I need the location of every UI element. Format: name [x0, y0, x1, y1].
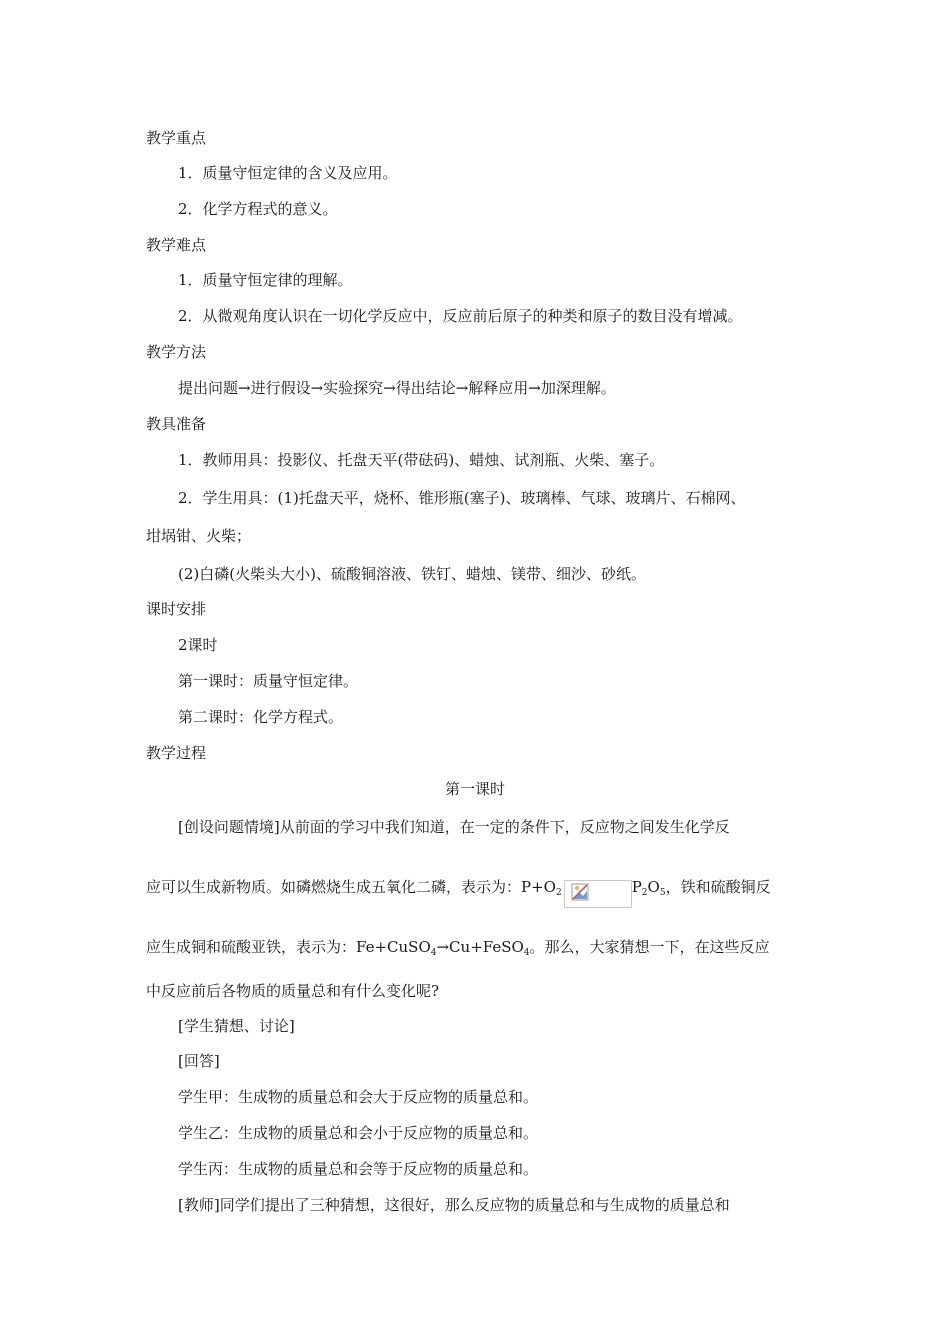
- key-point-item-2: 2．化学方程式的意义。: [178, 200, 338, 218]
- process-heading: 教学过程: [146, 744, 207, 762]
- paragraph-line-4: 中反应前后各物质的质量总和有什么变化呢?: [146, 982, 440, 1000]
- schedule-total: 2课时: [178, 636, 218, 654]
- teacher-tools: 1．教师用具：投影仪、托盘天平(带砝码)、蜡烛、试剂瓶、火柴、塞子。: [178, 451, 665, 469]
- subscript: 4: [430, 948, 437, 958]
- schedule-second: 第二课时：化学方程式。: [178, 708, 344, 726]
- text-run: P: [631, 878, 642, 896]
- key-point-item-1: 1．质量守恒定律的含义及应用。: [178, 164, 398, 182]
- key-points-heading: 教学重点: [146, 129, 207, 147]
- text-run: 。那么，大家猜想一下，在这些反应: [529, 938, 770, 956]
- subscript: 2: [555, 888, 562, 898]
- subscript: 2: [641, 888, 648, 898]
- text-run: →Cu+FeSO: [436, 938, 524, 956]
- paragraph-line-3: [146, 937, 770, 957]
- teacher-remark: [教师]同学们提出了三种猜想，这很好，那么反应物的质量总和与生成物的质量总和: [178, 1196, 730, 1214]
- student-tools-line-1: 2．学生用具：(1)托盘天平，烧杯、锥形瓶(塞子)、玻璃棒、气球、玻璃片、石棉网、: [178, 489, 746, 507]
- student-b-answer: 学生乙：生成物的质量总和会小于反应物的质量总和。: [178, 1124, 539, 1142]
- text-run: O: [647, 878, 660, 896]
- subscript: 4: [523, 948, 530, 958]
- broken-image-placeholder: [564, 880, 632, 908]
- difficulty-item-1: 1．质量守恒定律的理解。: [178, 271, 353, 289]
- schedule-first: 第一课时：质量守恒定律。: [178, 672, 359, 690]
- methods-heading: 教学方法: [146, 343, 207, 361]
- paragraph-line-2: [146, 874, 771, 902]
- text-run: 应可以生成新物质。如磷燃烧生成五氧化二磷，表示为：P+O: [146, 878, 556, 896]
- tools-heading: 教具准备: [146, 415, 207, 433]
- schedule-heading: 课时安排: [146, 600, 207, 618]
- paragraph-line-1: [创设问题情境]从前面的学习中我们知道，在一定的条件下，反应物之间发生化学反: [178, 818, 730, 836]
- methods-text: 提出问题→进行假设→实验探究→得出结论→解释应用→加深理解。: [178, 379, 616, 397]
- student-c-answer: 学生丙：生成物的质量总和会等于反应物的质量总和。: [178, 1160, 539, 1178]
- discussion-label: [学生猜想、讨论]: [178, 1017, 295, 1035]
- answer-label: [回答]: [178, 1052, 220, 1070]
- text-run: 应生成铜和硫酸亚铁，表示为：Fe+CuSO: [146, 938, 431, 956]
- difficulties-heading: 教学难点: [146, 236, 207, 254]
- difficulty-item-2: 2．从微观角度认识在一切化学反应中，反应前后原子的种类和原子的数目没有增减。: [178, 307, 743, 325]
- broken-image-icon: [571, 883, 589, 901]
- lesson-title: 第一课时: [444, 780, 505, 798]
- student-tools-line-2: 坩埚钳、火柴；: [146, 527, 252, 545]
- subscript: 5: [659, 888, 666, 898]
- text-run: ，铁和硫酸铜反: [665, 878, 771, 896]
- student-tools-line-3: (2)白磷(火柴头大小)、硫酸铜溶液、铁钉、蜡烛、镁带、细沙、砂纸。: [178, 565, 646, 583]
- student-a-answer: 学生甲：生成物的质量总和会大于反应物的质量总和。: [178, 1088, 539, 1106]
